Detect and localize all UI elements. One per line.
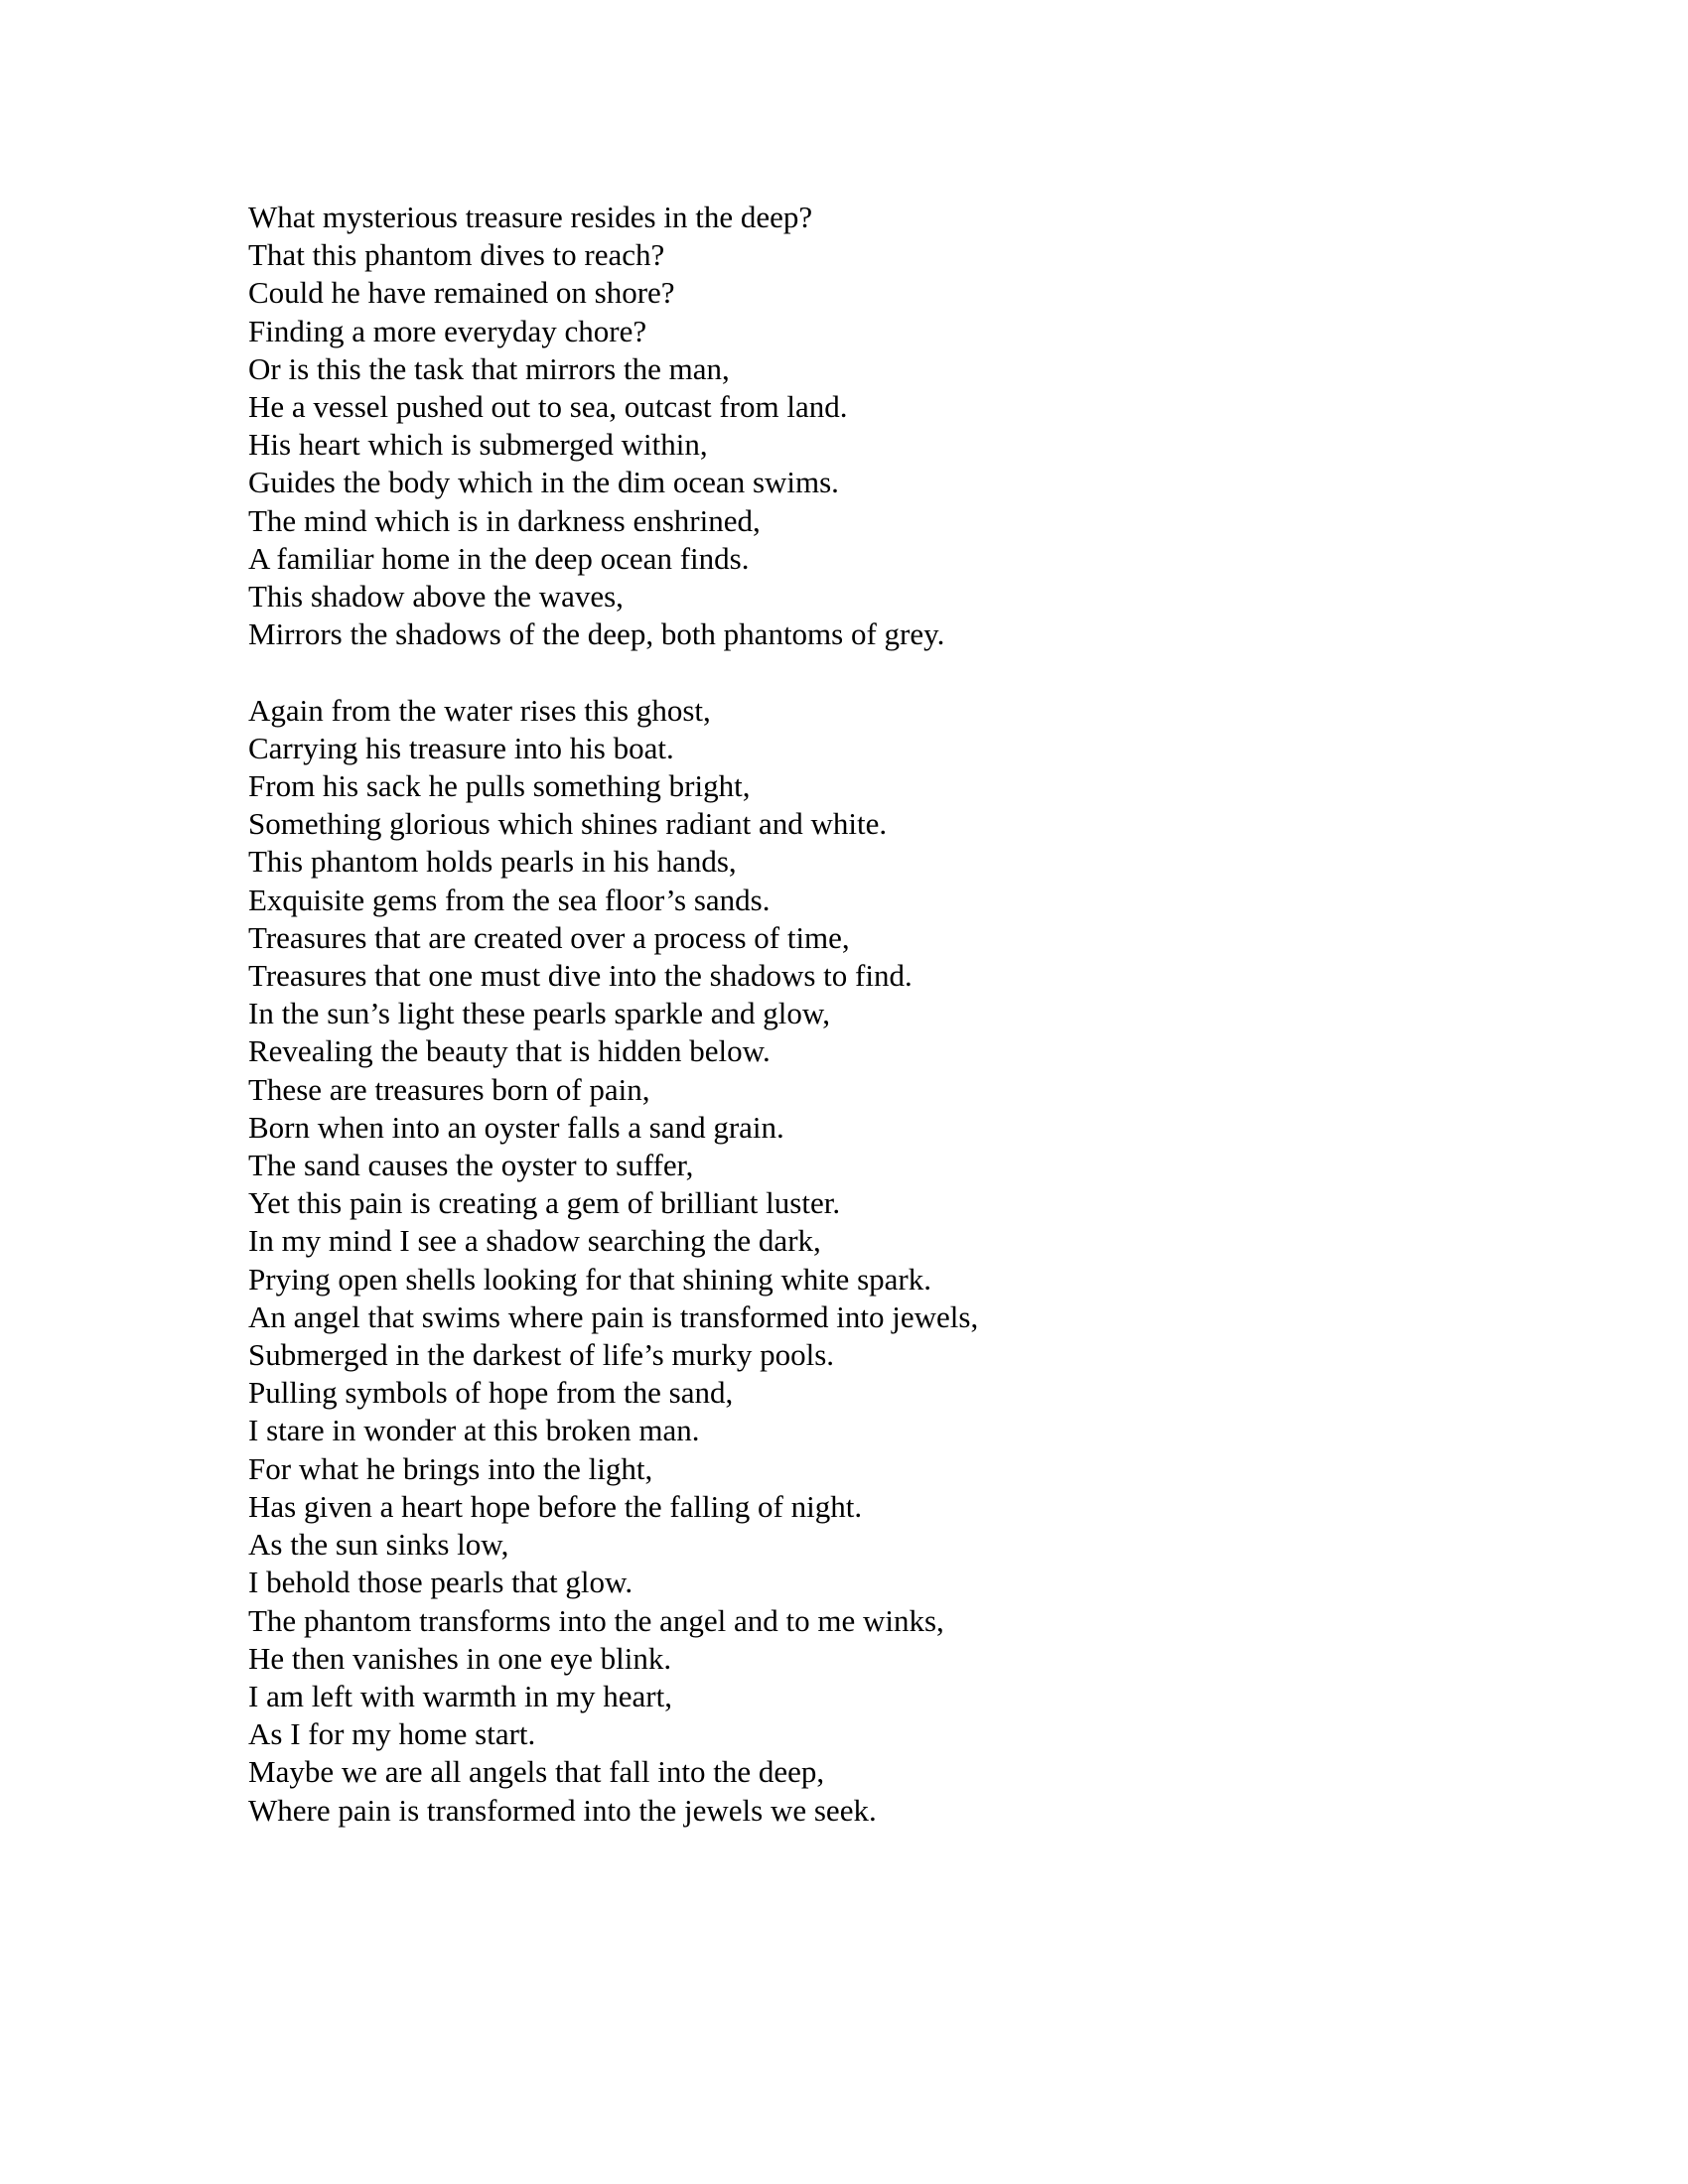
poem-line: His heart which is submerged within,: [248, 427, 708, 463]
stanza-1: [248, 199, 1539, 653]
poem-line: I behold those pearls that glow.: [248, 1565, 633, 1600]
poem-line: Could he have remained on shore?: [248, 275, 675, 311]
poem-line: As the sun sinks low,: [248, 1527, 509, 1563]
poem-line: From his sack he pulls something bright,: [248, 768, 751, 804]
poem-line: Mirrors the shadows of the deep, both phantoms of grey.: [248, 616, 945, 652]
poem-line: Treasures that are created over a process of time,: [248, 919, 850, 955]
poem-line: A familiar home in the deep ocean finds.: [248, 540, 750, 576]
poem-line: These are treasures born of pain,: [248, 1071, 650, 1107]
poem-line: Maybe we are all angels that fall into the deep,: [248, 1754, 825, 1790]
poem-line: Born when into an oyster falls a sand grain.: [248, 1109, 784, 1145]
poem-line: Carrying his treasure into his boat.: [248, 730, 674, 765]
poem-line: Pulling symbols of hope from the sand,: [248, 1375, 734, 1411]
poem-line: Something glorious which shines radiant and white.: [248, 806, 888, 842]
poem-line: Exquisite gems from the sea floor’s sands.: [248, 882, 771, 917]
poem-line: The sand causes the oyster to suffer,: [248, 1148, 694, 1183]
poem-line: Where pain is transformed into the jewels we seek.: [248, 1792, 877, 1828]
poem-line: Or is this the task that mirrors the man,: [248, 350, 730, 386]
poem-line: He then vanishes in one eye blink.: [248, 1640, 672, 1676]
poem-line: He a vessel pushed out to sea, outcast from land.: [248, 389, 848, 425]
poem-line: That this phantom dives to reach?: [248, 237, 665, 273]
poem-line: Guides the body which in the dim ocean swims.: [248, 465, 839, 500]
poem-line: Revealing the beauty that is hidden below.: [248, 1033, 771, 1069]
poem-line: This phantom holds pearls in his hands,: [248, 844, 737, 880]
poem-line: The phantom transforms into the angel and to me winks,: [248, 1602, 944, 1638]
stanza-2: [248, 692, 1539, 1830]
poem-line: I stare in wonder at this broken man.: [248, 1413, 700, 1448]
poem-line: For what he brings into the light,: [248, 1450, 653, 1486]
poem-line: Finding a more everyday chore?: [248, 313, 647, 348]
poem-line: The mind which is in darkness enshrined,: [248, 502, 761, 538]
poem-line: Treasures that one must dive into the shadows to find.: [248, 958, 913, 994]
poem-line: I am left with warmth in my heart,: [248, 1678, 672, 1713]
poem-line: In my mind I see a shadow searching the dark,: [248, 1223, 821, 1259]
poem-line: What mysterious treasure resides in the deep?: [248, 200, 813, 234]
poem-line: This shadow above the waves,: [248, 579, 624, 614]
poem-body: [248, 199, 1539, 1830]
poem-line: Yet this pain is creating a gem of brilliant luster.: [248, 1185, 841, 1221]
poem-line: Submerged in the darkest of life’s murky pools.: [248, 1337, 835, 1373]
poem-line: Prying open shells looking for that shining white spark.: [248, 1261, 931, 1297]
poem-line: Has given a heart hope before the falling of night.: [248, 1488, 863, 1524]
poem-line: An angel that swims where pain is transformed into jewels,: [248, 1298, 979, 1334]
poem-line: As I for my home start.: [248, 1716, 536, 1752]
poem-line: Again from the water rises this ghost,: [248, 692, 711, 728]
poem-line: In the sun’s light these pearls sparkle and glow,: [248, 996, 831, 1031]
